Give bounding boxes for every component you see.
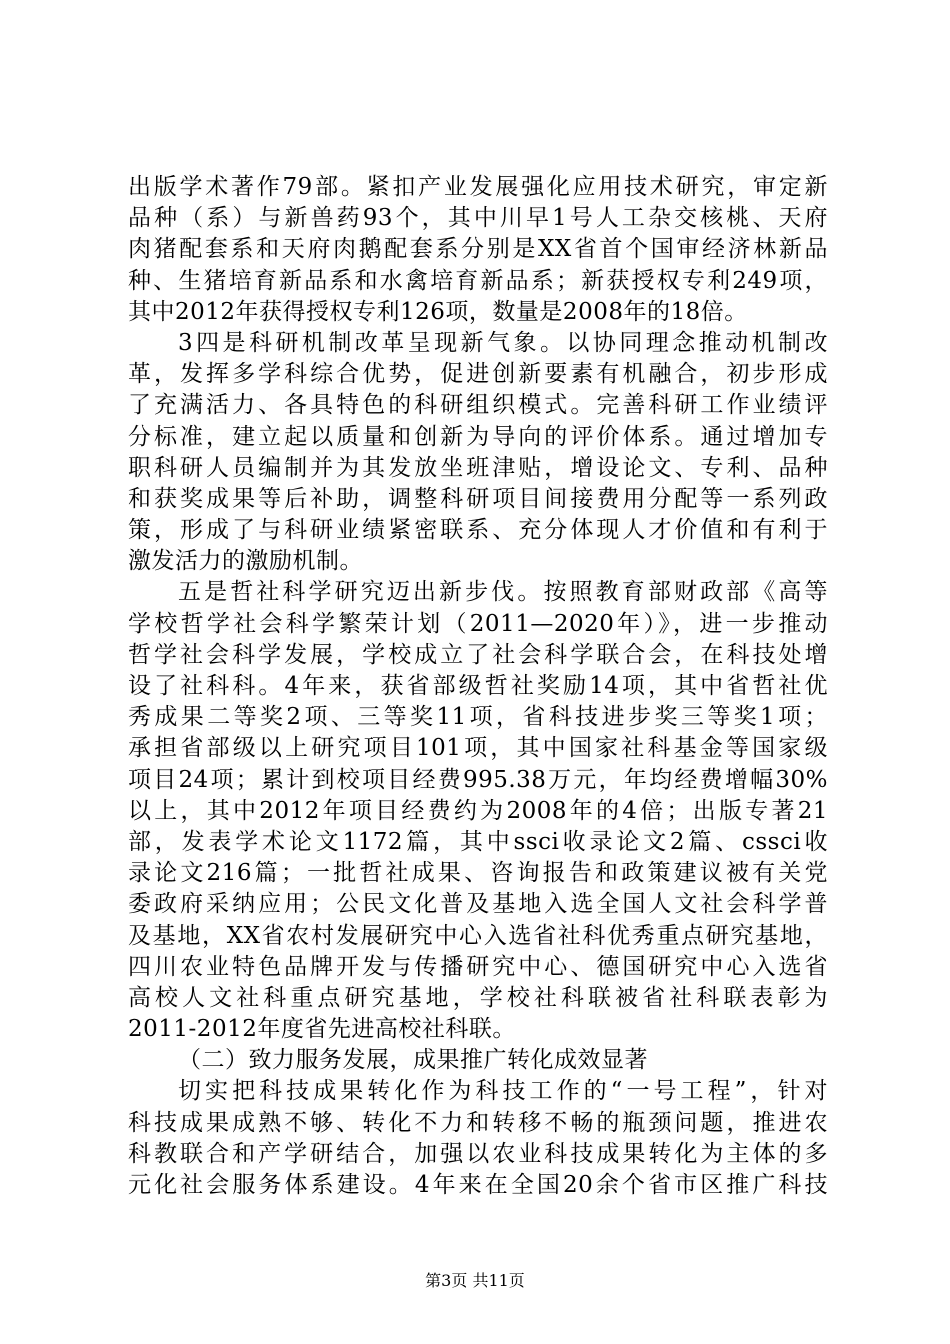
text-line: 和获奖成果等后补助，调整科研项目间接费用分配等一系列政 (128, 485, 828, 512)
text-line: 出版学术著作79部。紧扣产业发展强化应用技术研究，审定新 (128, 174, 828, 200)
text-line: 肉猪配套系和天府肉鹅配套系分别是XX省首个国审经济林新品 (128, 236, 828, 263)
document-body (128, 172, 828, 1201)
text-line: 委政府采纳应用；公民文化普及基地入选全国人文社会科学普 (128, 891, 828, 918)
text-line: 以上，其中2012年项目经费约为2008年的4倍；出版专著21 (128, 797, 828, 824)
text-line: 哲学社会科学发展，学校成立了社会科学联合会，在科技处增 (128, 641, 828, 668)
text-line: 科技成果成熟不够、转化不力和转移不畅的瓶颈问题，推进农 (128, 1109, 828, 1136)
text-line: 种、生猪培育新品系和水禽培育新品系；新获授权专利249项， (128, 267, 828, 294)
text-line: 革，发挥多学科综合优势，促进创新要素有机融合，初步形成 (128, 361, 828, 388)
text-line: 高校人文社科重点研究基地，学校社科联被省社科联表彰为 (128, 984, 828, 1011)
text-line: 激发活力的激励机制。 (128, 548, 363, 575)
text-line: 部，发表学术论文1172篇，其中ssci收录论文2篇、cssci收 (128, 828, 828, 855)
text-line: 切实把科技成果转化作为科技工作的“一号工程”，针对 (178, 1078, 828, 1105)
text-line: （二）致力服务发展，成果推广转化成效显著 (178, 1047, 648, 1074)
text-line: 品种（系）与新兽药93个，其中川早1号人工杂交核桃、天府 (128, 205, 828, 232)
text-line: 3四是科研机制改革呈现新气象。以协同理念推动机制改 (178, 329, 828, 356)
text-line: 职科研人员编制并为其发放坐班津贴，增设论文、专利、品种 (128, 454, 828, 481)
text-line: 及基地，XX省农村发展研究中心入选省社科优秀重点研究基地， (128, 922, 828, 949)
text-line: 2011-2012年度省先进高校社科联。 (128, 1016, 516, 1043)
text-line: 了充满活力、各具特色的科研组织模式。完善科研工作业绩评 (128, 392, 828, 419)
text-line: 科教联合和产学研结合，加强以农业科技成果转化为主体的多 (128, 1140, 828, 1167)
text-line: 分标准，建立起以质量和创新为导向的评价体系。通过增加专 (128, 423, 828, 450)
text-line: 秀成果二等奖2项、三等奖11项，省科技进步奖三等奖1项； (128, 704, 828, 731)
text-line: 学校哲学社会科学繁荣计划（2011—2020年）》，进一步推动 (128, 610, 828, 637)
text-line: 四川农业特色品牌开发与传播研究中心、德国研究中心入选省 (128, 953, 828, 980)
text-line: 策，形成了与科研业绩紧密联系、充分体现人才价值和有利于 (128, 517, 828, 544)
text-line: 五是哲社科学研究迈出新步伐。按照教育部财政部《高等 (178, 579, 828, 606)
text-line: 承担省部级以上研究项目101项，其中国家社科基金等国家级 (128, 735, 828, 762)
text-line: 元化社会服务体系建设。4年来在全国20余个省市区推广科技 (128, 1172, 828, 1198)
text-line: 项目24项；累计到校项目经费995.38万元，年均经费增幅30% (128, 766, 828, 793)
text-line: 录论文216篇；一批哲社成果、咨询报告和政策建议被有关党 (128, 860, 828, 887)
text-line: 其中2012年获得授权专利126项，数量是2008年的18倍。 (128, 298, 748, 325)
text-line: 设了社科科。4年来，获省部级哲社奖励14项，其中省哲社优 (128, 673, 828, 699)
page-footer: 第3页 共11页 (425, 1271, 525, 1290)
